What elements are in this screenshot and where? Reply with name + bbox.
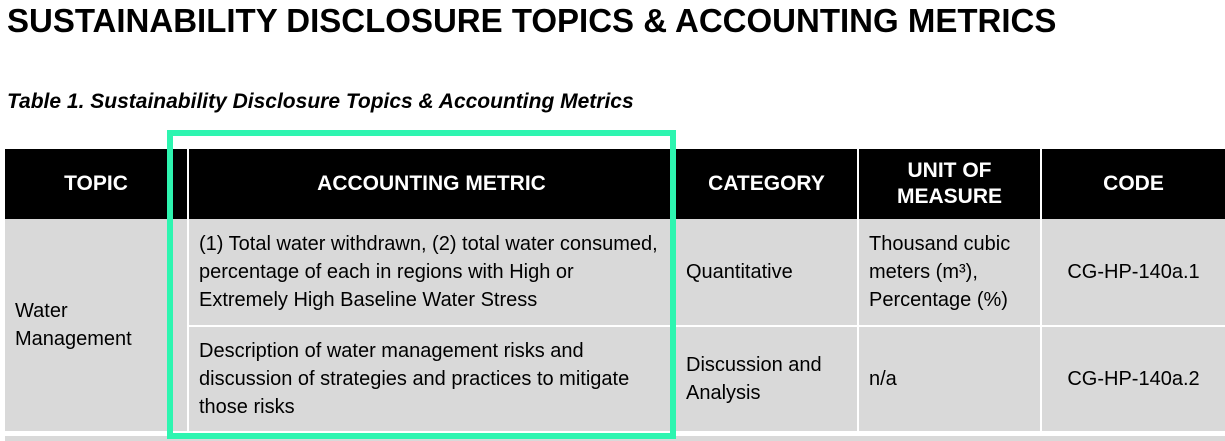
category-cell: Discussion and Analysis (675, 326, 858, 432)
header-unit-line2: MEASURE (896, 185, 1002, 208)
unit-cell: n/a (858, 326, 1041, 432)
topic-name-line2: Management (15, 328, 132, 350)
header-category: CATEGORY (675, 149, 858, 219)
unit-cell: Thousand cubic meters (m³), Percentage (%) (858, 219, 1041, 326)
topic-cell (5, 219, 188, 432)
header-unit-of-measure (858, 149, 1041, 219)
metrics-table (5, 149, 1225, 433)
category-cell: Quantitative (675, 219, 858, 326)
document-title: SUSTAINABILITY DISCLOSURE TOPICS & ACCOUNTING METRICS (7, 2, 1057, 39)
header-topic: TOPIC (5, 149, 188, 219)
metric-cell: Description of water management risks and discussion of strategies and practices to mitigate those risks (188, 326, 675, 432)
next-row-edge (5, 436, 1225, 441)
header-accounting-metric: ACCOUNTING METRIC (188, 149, 675, 219)
metric-cell: (1) Total water withdrawn, (2) total water consumed, percentage of each in regions with High or Extremely High Baseline Water Stress (188, 219, 675, 326)
code-cell: CG-HP-140a.1 (1041, 219, 1225, 326)
topic-name-line1: Water (15, 300, 68, 322)
table-caption: Table 1. Sustainability Disclosure Topics & Accounting Metrics (7, 90, 634, 113)
code-cell: CG-HP-140a.2 (1041, 326, 1225, 432)
header-code: CODE (1041, 149, 1225, 219)
table-row (5, 219, 1225, 326)
header-unit-line1: UNIT OF (907, 159, 992, 182)
table-header-row (5, 149, 1225, 219)
table-row (5, 326, 1225, 432)
